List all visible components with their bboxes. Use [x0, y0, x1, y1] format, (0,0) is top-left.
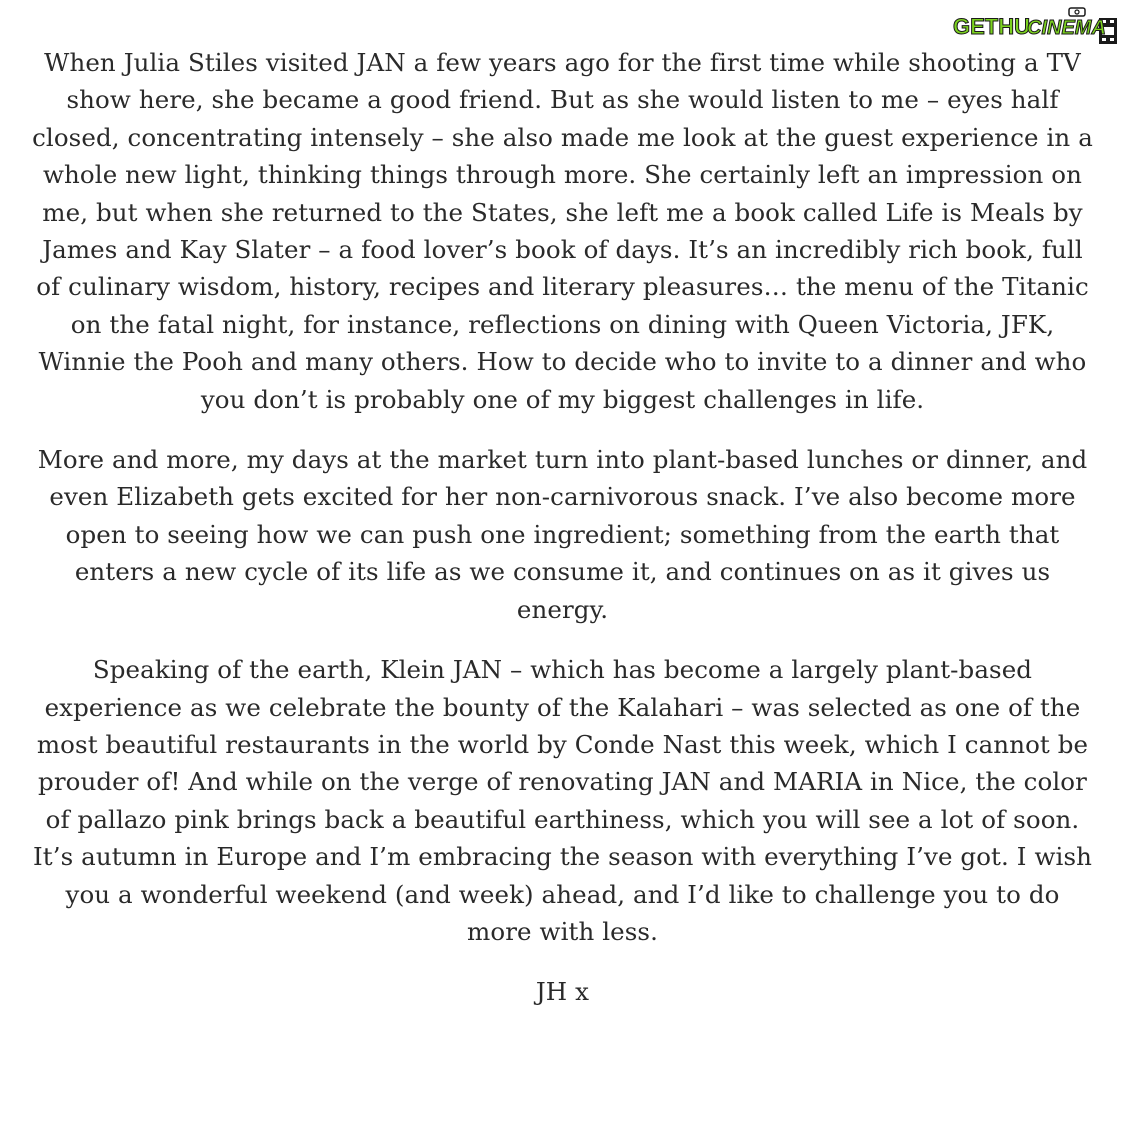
- signature: JH x: [535, 977, 590, 1007]
- paragraph-1: When Julia Stiles visited JAN a few years ago for the first time while shooting a TV show here, she became a good friend. But as she would listen to me – eyes half closed, concentrating intensely – she also made me look at the guest experience in a whole new light, thinking things through more. She certainly left an impression on me, but when she returned to the States, she left me a book called Life is Meals by James and Kay Slater – a food lover’s book of days. It’s an incredibly rich book, full of culinary wisdom, history, recipes and literary pleasures… the menu of the Titanic on the fatal night, for instance, reflections on dining with Queen Victoria, JFK, Winnie the Pooh and many others. How to decide who to invite to a dinner and who you don’t is probably one of my biggest challenges in life.: [32, 48, 1093, 414]
- letter-body: [30, 44, 1095, 1011]
- paragraph-2: More and more, my days at the market turn into plant-based lunches or dinner, and even Elizabeth gets excited for her non-carnivorous snack. I’ve also become more open to seeing how we can push one ingredient; something from the earth that enters a new cycle of its life as we consume it, and continues on as it gives us energy.: [37, 445, 1088, 624]
- watermark-text-right: CINEMA: [1027, 17, 1106, 39]
- paragraph-3: Speaking of the earth, Klein JAN – which has become a largely plant-based experience as we celebrate the bounty of the Kalahari – was selected as one of the most beautiful restaurants in the world by Conde Nast this week, which I cannot be prouder of! And while on the verge of renovating JAN and MARIA in Nice, the color of pallazo pink brings back a beautiful earthiness, which you will see a lot of soon. It’s autumn in Europe and I’m embracing the season with everything I’ve got. I wish you a wonderful weekend (and week) ahead, and I’d like to challenge you to do more with less.: [32, 655, 1093, 946]
- watermark-text-left: GETHU: [953, 14, 1030, 39]
- watermark-logo: [951, 4, 1121, 48]
